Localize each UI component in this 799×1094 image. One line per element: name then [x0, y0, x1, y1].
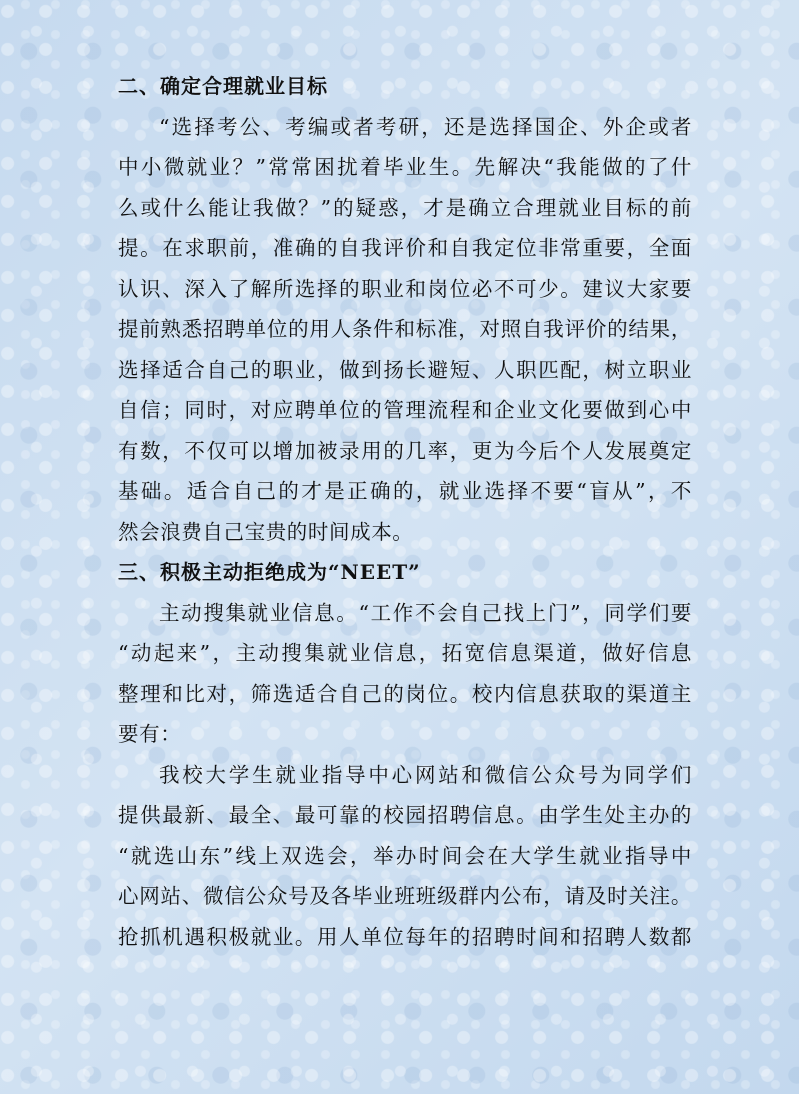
paragraph	[118, 107, 692, 553]
paragraph	[118, 593, 692, 755]
text-line: 提供最新、最全、最可靠的校园招聘信息。由学生处主办的	[118, 803, 692, 827]
paragraph	[118, 755, 692, 958]
text-line: “就选山东”线上双选会，举办时间会在大学生就业指导中	[118, 843, 692, 868]
text-line: 中小微就业？”常常困扰着毕业生。先解决“我能做的了什	[118, 155, 692, 179]
text-line: 然会浪费自己宝贵的时间成本。	[118, 519, 414, 544]
text-line: 主动搜集就业信息。“工作不会自己找上门”，同学们要	[159, 600, 692, 625]
text-line: 提。在求职前，准确的自我评价和自我定位非常重要，全面	[118, 236, 692, 260]
text-line: 提前熟悉招聘单位的用人条件和标准，对照自我评价的结果，	[118, 317, 692, 341]
text-line: 要有：	[118, 722, 182, 746]
text-line: 整理和比对，筛选适合自己的岗位。校内信息获取的渠道主	[118, 681, 692, 706]
document-body	[118, 66, 692, 957]
text-line: 我校大学生就业指导中心网站和微信公众号为同学们	[159, 762, 692, 787]
text-line: 抢抓机遇积极就业。用人单位每年的招聘时间和招聘人数都	[118, 924, 692, 949]
text-line: “动起来”，主动搜集就业信息，拓宽信息渠道，做好信息	[118, 641, 692, 665]
section-heading: 二、确定合理就业目标	[118, 74, 328, 98]
text-line: “选择考公、考编或者考研，还是选择国企、外企或者	[159, 114, 692, 139]
section-heading: 三、积极主动拒绝成为“NEET”	[118, 560, 421, 584]
text-line: 选择适合自己的职业，做到扬长避短、人职匹配，树立职业	[118, 357, 692, 382]
text-line: 基础。适合自己的才是正确的，就业选择不要“盲从”，不	[118, 479, 692, 503]
text-line: 心网站、微信公众号及各毕业班班级群内公布，请及时关注。	[118, 884, 692, 908]
text-line: 认识、深入了解所选择的职业和岗位必不可少。建议大家要	[118, 276, 692, 301]
text-line: 有数，不仅可以增加被录用的几率，更为今后个人发展奠定	[118, 438, 692, 463]
text-line: 么或什么能让我做？”的疑惑，才是确立合理就业目标的前	[118, 195, 692, 220]
text-line: 自信；同时，对应聘单位的管理流程和企业文化要做到心中	[118, 398, 692, 422]
